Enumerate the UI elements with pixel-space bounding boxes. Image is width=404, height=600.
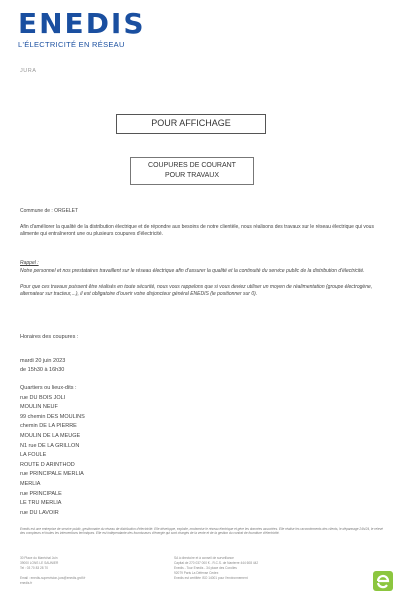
footer-company-info (174, 556, 364, 581)
list-item: LA FOULE (20, 452, 47, 459)
outage-date: mardi 20 juin 2023 (20, 358, 66, 364)
list-item: rue DU BOIS JOLI (20, 394, 66, 401)
legal-notice: Enedis est une entreprise de service public, gestionnaire du réseau de distribution d'électricité. Elle développe, exploite, modernise le réseau électrique et gère les données associées. Elle réalise les raccordements des clients, le dépannage 24h/24, le relevé des compteurs et toutes les interventions techniques. Elle est indépendante des fournisseurs d'énergie qui sont chargés de la vente et de la gestion du contrat de fourniture d'électricité. (20, 527, 383, 536)
footer-address (20, 556, 170, 586)
subtitle-line-2: POUR TRAVAUX (164, 172, 220, 179)
footer-line: Capital de 270 037 000 € - R.C.S. de Nanterre 444 608 442 (174, 561, 259, 565)
footer-line: 92079 Paris La Défense Cedex (174, 571, 219, 575)
list-item: N1 rue DE LA GRILLON (20, 442, 80, 449)
footer-website[interactable]: enedis.fr (20, 581, 33, 585)
enedis-badge-icon (373, 571, 393, 591)
list-item: rue PRINCIPALE (20, 490, 62, 497)
outage-time: de 15h30 à 16h30 (20, 367, 65, 373)
logo-tagline: L'ÉLECTRICITÉ EN RÉSEAU (18, 40, 125, 49)
footer-line: Enedis est certifiée ISO 14001 pour l'environnement (174, 576, 248, 580)
list-item: MERLIA (20, 480, 41, 487)
rappel-paragraph-2: Pour que ces travaux puissent être réalisés en toute sécurité, nous vous rappelons que si vous deviez utiliser un moyen de réalimentation (groupe électrogène, alternateur sur tracteur,...), il est obligatoire d'ouvrir votre disjoncteur général ENEDIS (le positionner sur 0). (20, 284, 373, 298)
hours-heading: Horaires des coupures : (20, 334, 79, 340)
subtitle-box (130, 157, 254, 185)
footer-line: 39000 LONS LE SAUNIER (20, 561, 59, 565)
logo-wordmark: ENEDIS (18, 7, 146, 40)
list-item: rue PRINCIPALE MERLIA (20, 471, 84, 478)
places-heading: Quartiers ou lieux-dits : (20, 385, 77, 391)
list-item: LE TRU MERLIA (20, 500, 62, 507)
places-list (20, 384, 85, 518)
enedis-logo (18, 7, 146, 49)
footer-line: 30 Place du Maréchal Juin (20, 556, 58, 560)
title-box: POUR AFFICHAGE (116, 114, 266, 134)
list-item: rue DU LAVOIR (20, 509, 59, 516)
commune-line: Commune de : ORGELET (20, 208, 79, 214)
footer-line: Tel : 03 70 83 28 70 (20, 566, 48, 570)
intro-paragraph: Afin d'améliorer la qualité de la distribution électrique et de répondre aux besoins de notre clientèle, nous réalisons des travaux sur le réseau électrique qui vous alimente qui entraîneront une ou plusieurs coupures d'électricité. (20, 224, 374, 238)
footer-line: SA à directoire et à conseil de surveillance (174, 556, 234, 560)
footer-email[interactable]: Email : enedis-supervision-jura@enedis.grdf.fr (20, 576, 86, 580)
subtitle-line-1: COUPURES DE COURANT (148, 162, 236, 169)
region-label: JURA (20, 68, 37, 74)
list-item: ROUTE D ARINTHOD (20, 461, 75, 468)
list-item: MOULIN DE LA MEUGE (20, 432, 81, 439)
list-item: MOULIN NEUF (20, 404, 58, 411)
list-item: chemin DE LA PIERRE (20, 423, 77, 430)
rappel-paragraph-1: Notre personnel et nos prestataires travaillent sur le réseau électrique afin d'assurer la qualité et la continuité du service public de la distribution d'électricité. (20, 268, 365, 274)
rappel-heading: Rappel : (20, 260, 39, 266)
footer-line: Enedis - Tour Enedis - 34 place des Corolles (174, 566, 237, 570)
list-item: 99 chemin DES MOULINS (20, 413, 85, 420)
